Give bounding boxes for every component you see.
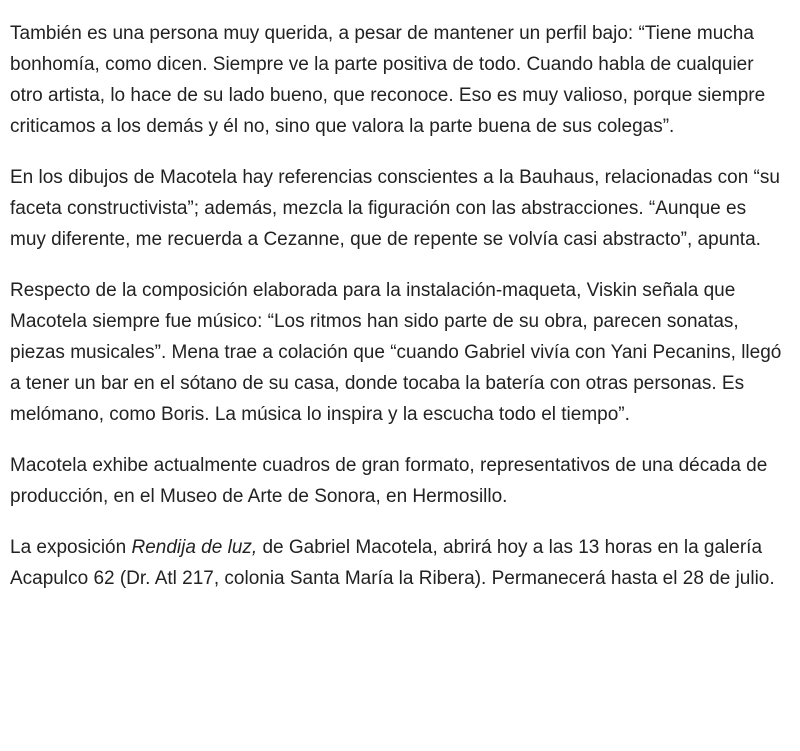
paragraph-exhibition-info bbox=[10, 532, 786, 594]
paragraph-sonora-museum: Macotela exhibe actualmente cuadros de gran formato, representativos de una década de producción, en el Museo de Arte de Sonora, en Hermosillo. bbox=[10, 455, 768, 507]
exhibition-title: Rendija de luz, bbox=[131, 537, 258, 558]
exhibition-intro-text: La exposición bbox=[10, 537, 132, 558]
paragraph-music: Respecto de la composición elaborada para la instalación-maqueta, Viskin señala que Macotela siempre fue músico: “Los ritmos han sido parte de su obra, parecen sonatas, piezas musicales”. Mena trae a colación que “cuando Gabriel vivía con Yani Pecanins, llegó a tener un bar en el sótano de su casa, donde tocaba la batería con otras personas. Es melómano, como Boris. La música lo inspira y la escucha todo el tiempo”. bbox=[10, 280, 782, 425]
paragraph-colleagues: También es una persona muy querida, a pesar de mantener un perfil bajo: “Tiene mucha bonhomía, como dicen. Siempre ve la parte positiva de todo. Cuando habla de cualquier otro artista, lo hace de su lado bueno, que reconoce. Eso es muy valioso, porque siempre criticamos a los demás y él no, sino que valora la parte buena de sus colegas”. bbox=[10, 23, 766, 137]
paragraph-bauhaus: En los dibujos de Macotela hay referencias conscientes a la Bauhaus, relacionadas con “su faceta constructivista”; además, mezcla la figuración con las abstracciones. “Aunque es muy diferente, me recuerda a Cezanne, que de repente se volvía casi abstracto”, apunta. bbox=[10, 167, 780, 250]
exhibition-details-text: de Gabriel Macotela, abrirá hoy a las 13 horas en la galería Acapulco 62 (Dr. Atl 217, colonia Santa María la Ribera). Permanecerá hasta el 28 de julio. bbox=[10, 537, 775, 589]
